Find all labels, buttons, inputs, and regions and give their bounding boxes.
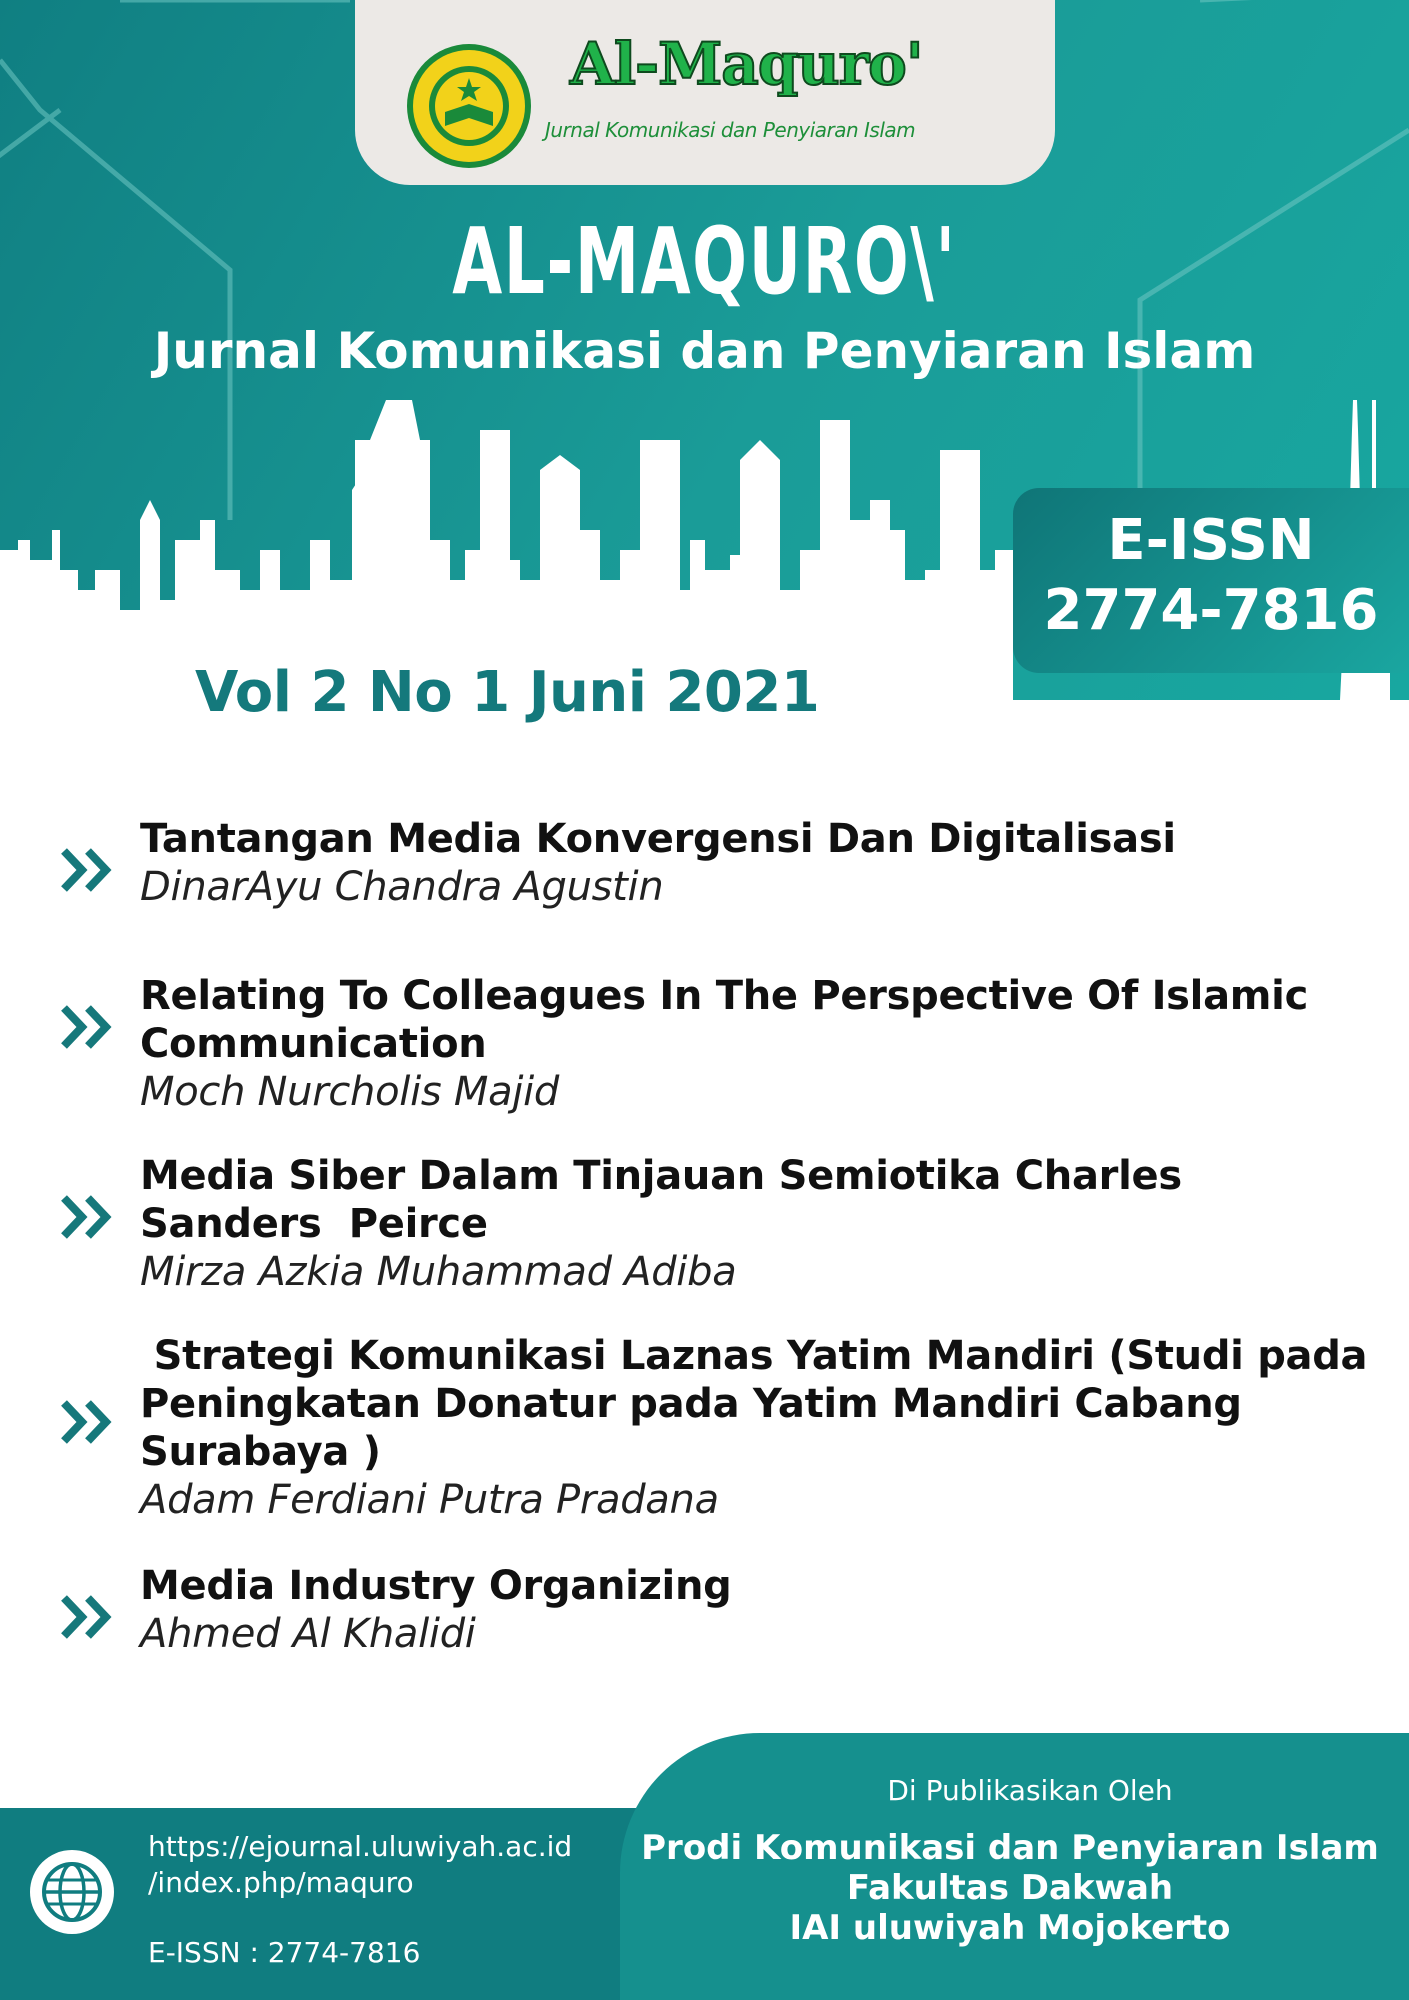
article-title: Relating To Colleagues In The Perspective Of Islamic Communication: [140, 973, 1308, 1067]
double-chevron-icon: [58, 1192, 118, 1242]
issn-badge: [1013, 488, 1409, 673]
journal-title: AL-MAQURO\': [452, 208, 957, 315]
logo-tagline: Jurnal Komunikasi dan Penyiaran Islam: [545, 118, 916, 142]
article-title: Tantangan Media Konvergensi Dan Digitalisasi: [140, 816, 1176, 862]
publisher-institute: IAI uluwiyah Mojokerto: [789, 1908, 1231, 1948]
journal-subtitle: Jurnal Komunikasi dan Penyiaran Islam: [153, 322, 1256, 380]
website-url-path[interactable]: /index.php/maquro: [148, 1866, 414, 1899]
double-chevron-icon: [58, 1397, 118, 1447]
institute-seal-icon: [405, 42, 533, 170]
article-author: Ahmed Al Khalidi: [140, 1611, 476, 1657]
double-chevron-icon: [58, 1002, 118, 1052]
journal-logo: [355, 0, 1055, 185]
double-chevron-icon: [58, 845, 118, 895]
article-author: Adam Ferdiani Putra Pradana: [140, 1477, 719, 1523]
double-chevron-icon: [58, 1592, 118, 1642]
published-by-label: Di Publikasikan Oleh: [887, 1774, 1173, 1807]
article-author: Moch Nurcholis Majid: [140, 1069, 560, 1115]
article-title: Strategi Komunikasi Laznas Yatim Mandiri (Studi pada Peningkatan Donatur pada Yatim Mandiri Cabang Surabaya ): [140, 1333, 1368, 1475]
issn-number: 2774-7816: [1043, 578, 1379, 643]
article-title: Media Siber Dalam Tinjauan Semiotika Charles Sanders Peirce: [140, 1153, 1182, 1247]
publisher-program: Prodi Komunikasi dan Penyiaran Islam: [641, 1828, 1379, 1868]
logo-wordmark: Al-Maquro': [570, 30, 923, 98]
article-title: Media Industry Organizing: [140, 1563, 732, 1609]
article-author: Mirza Azkia Muhammad Adiba: [140, 1249, 737, 1295]
issn-label: E-ISSN: [1107, 508, 1315, 573]
website-url[interactable]: https://ejournal.uluwiyah.ac.id: [148, 1830, 573, 1863]
article-author: DinarAyu Chandra Agustin: [140, 864, 664, 910]
publisher-faculty: Fakultas Dakwah: [846, 1868, 1174, 1908]
globe-icon: [30, 1850, 114, 1934]
footer-issn: E-ISSN : 2774-7816: [148, 1936, 421, 1969]
issue-label: Vol 2 No 1 Juni 2021: [195, 660, 820, 725]
